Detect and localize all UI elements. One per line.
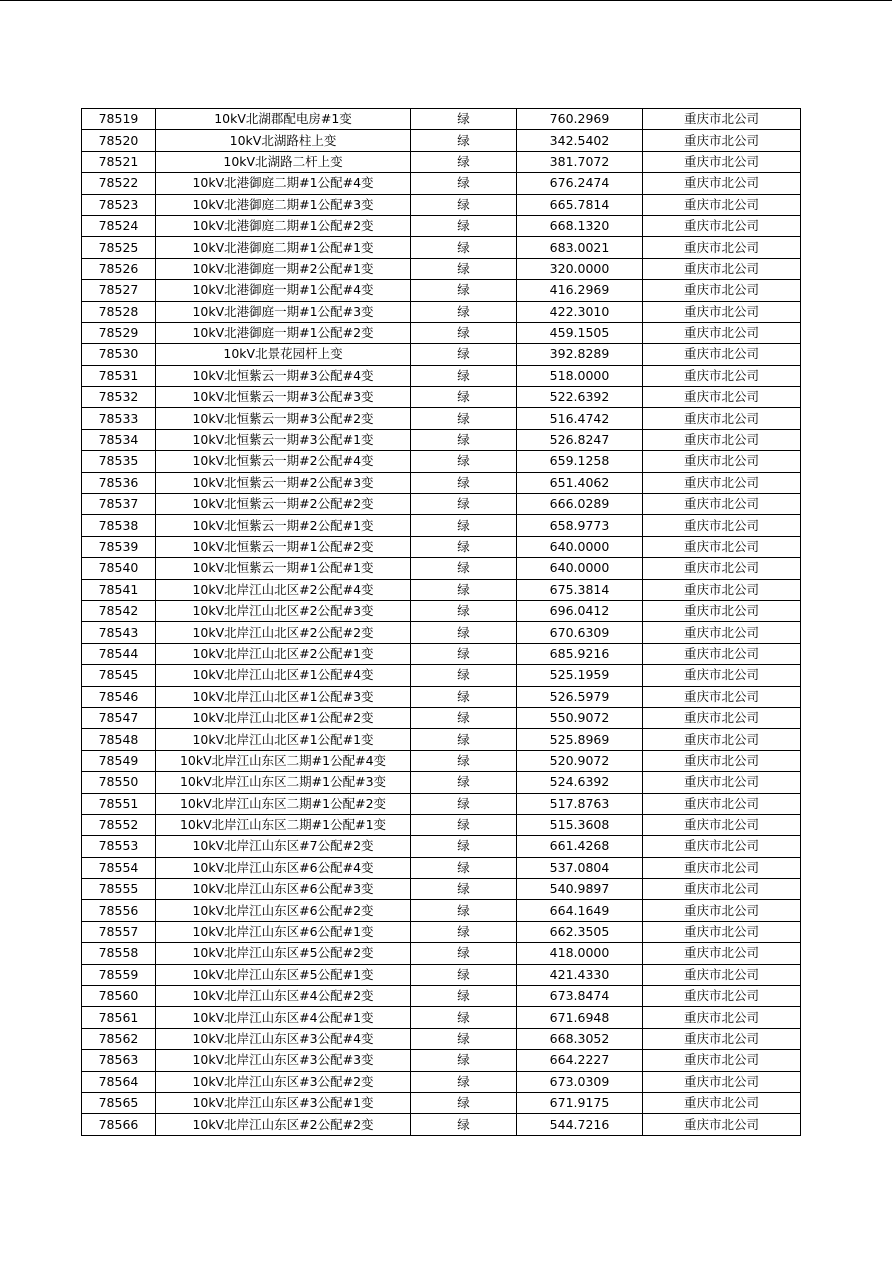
value-cell: 685.9216	[517, 643, 643, 664]
transformer-name-cell: 10kV北湖路柱上变	[156, 130, 411, 151]
table-row	[82, 173, 801, 194]
row-id-cell: 78544	[82, 643, 156, 664]
company-cell: 重庆市北公司	[643, 793, 801, 814]
value-cell: 673.8474	[517, 986, 643, 1007]
table-body	[82, 109, 801, 1136]
transformer-name-cell: 10kV北岸江山东区二期#1公配#1变	[156, 814, 411, 835]
table-row	[82, 579, 801, 600]
status-cell: 绿	[411, 665, 517, 686]
company-cell: 重庆市北公司	[643, 964, 801, 985]
status-cell: 绿	[411, 707, 517, 728]
value-cell: 664.1649	[517, 900, 643, 921]
company-cell: 重庆市北公司	[643, 665, 801, 686]
transformer-name-cell: 10kV北岸江山东区#2公配#2变	[156, 1114, 411, 1135]
row-id-cell: 78540	[82, 558, 156, 579]
transformer-name-cell: 10kV北岸江山东区#6公配#2变	[156, 900, 411, 921]
value-cell: 665.7814	[517, 194, 643, 215]
table-row	[82, 1007, 801, 1028]
table-row	[82, 558, 801, 579]
status-cell: 绿	[411, 429, 517, 450]
row-id-cell: 78529	[82, 322, 156, 343]
table-row	[82, 451, 801, 472]
status-cell: 绿	[411, 109, 517, 130]
company-cell: 重庆市北公司	[643, 173, 801, 194]
company-cell: 重庆市北公司	[643, 814, 801, 835]
status-cell: 绿	[411, 772, 517, 793]
status-cell: 绿	[411, 1114, 517, 1135]
row-id-cell: 78566	[82, 1114, 156, 1135]
status-cell: 绿	[411, 921, 517, 942]
status-cell: 绿	[411, 1050, 517, 1071]
company-cell: 重庆市北公司	[643, 921, 801, 942]
company-cell: 重庆市北公司	[643, 857, 801, 878]
status-cell: 绿	[411, 280, 517, 301]
row-id-cell: 78524	[82, 215, 156, 236]
status-cell: 绿	[411, 387, 517, 408]
company-cell: 重庆市北公司	[643, 643, 801, 664]
table-row	[82, 1071, 801, 1092]
value-cell: 540.9897	[517, 879, 643, 900]
value-cell: 537.0804	[517, 857, 643, 878]
table-row	[82, 515, 801, 536]
table-row	[82, 836, 801, 857]
company-cell: 重庆市北公司	[643, 622, 801, 643]
transformer-name-cell: 10kV北岸江山东区#5公配#1变	[156, 964, 411, 985]
row-id-cell: 78549	[82, 750, 156, 771]
status-cell: 绿	[411, 964, 517, 985]
status-cell: 绿	[411, 322, 517, 343]
transformer-name-cell: 10kV北岸江山东区#3公配#1变	[156, 1092, 411, 1113]
status-cell: 绿	[411, 986, 517, 1007]
value-cell: 671.9175	[517, 1092, 643, 1113]
status-cell: 绿	[411, 579, 517, 600]
company-cell: 重庆市北公司	[643, 536, 801, 557]
value-cell: 671.6948	[517, 1007, 643, 1028]
status-cell: 绿	[411, 857, 517, 878]
row-id-cell: 78521	[82, 151, 156, 172]
table-row	[82, 344, 801, 365]
status-cell: 绿	[411, 494, 517, 515]
row-id-cell: 78527	[82, 280, 156, 301]
status-cell: 绿	[411, 836, 517, 857]
row-id-cell: 78558	[82, 943, 156, 964]
transformer-name-cell: 10kV北岸江山东区#6公配#1变	[156, 921, 411, 942]
table-row	[82, 964, 801, 985]
value-cell: 526.8247	[517, 429, 643, 450]
row-id-cell: 78557	[82, 921, 156, 942]
table-row	[82, 215, 801, 236]
company-cell: 重庆市北公司	[643, 943, 801, 964]
transformer-name-cell: 10kV北岸江山北区#2公配#4变	[156, 579, 411, 600]
status-cell: 绿	[411, 558, 517, 579]
transformer-name-cell: 10kV北岸江山东区#3公配#4变	[156, 1028, 411, 1049]
table-row	[82, 151, 801, 172]
company-cell: 重庆市北公司	[643, 151, 801, 172]
status-cell: 绿	[411, 1007, 517, 1028]
table-row	[82, 1114, 801, 1135]
company-cell: 重庆市北公司	[643, 558, 801, 579]
row-id-cell: 78522	[82, 173, 156, 194]
table-row	[82, 729, 801, 750]
company-cell: 重庆市北公司	[643, 750, 801, 771]
status-cell: 绿	[411, 472, 517, 493]
company-cell: 重庆市北公司	[643, 344, 801, 365]
row-id-cell: 78560	[82, 986, 156, 1007]
value-cell: 670.6309	[517, 622, 643, 643]
transformer-name-cell: 10kV北岸江山北区#2公配#3变	[156, 600, 411, 621]
table-row	[82, 387, 801, 408]
company-cell: 重庆市北公司	[643, 237, 801, 258]
table-row	[82, 322, 801, 343]
row-id-cell: 78555	[82, 879, 156, 900]
company-cell: 重庆市北公司	[643, 387, 801, 408]
row-id-cell: 78534	[82, 429, 156, 450]
value-cell: 683.0021	[517, 237, 643, 258]
transformer-name-cell: 10kV北恒紫云一期#1公配#2变	[156, 536, 411, 557]
row-id-cell: 78526	[82, 258, 156, 279]
transformer-name-cell: 10kV北岸江山东区#5公配#2变	[156, 943, 411, 964]
value-cell: 673.0309	[517, 1071, 643, 1092]
status-cell: 绿	[411, 451, 517, 472]
value-cell: 459.1505	[517, 322, 643, 343]
value-cell: 544.7216	[517, 1114, 643, 1135]
value-cell: 668.1320	[517, 215, 643, 236]
company-cell: 重庆市北公司	[643, 130, 801, 151]
row-id-cell: 78565	[82, 1092, 156, 1113]
status-cell: 绿	[411, 301, 517, 322]
status-cell: 绿	[411, 215, 517, 236]
row-id-cell: 78530	[82, 344, 156, 365]
company-cell: 重庆市北公司	[643, 729, 801, 750]
row-id-cell: 78536	[82, 472, 156, 493]
value-cell: 668.3052	[517, 1028, 643, 1049]
table-row	[82, 943, 801, 964]
transformer-name-cell: 10kV北港御庭二期#1公配#4变	[156, 173, 411, 194]
company-cell: 重庆市北公司	[643, 1114, 801, 1135]
value-cell: 517.8763	[517, 793, 643, 814]
company-cell: 重庆市北公司	[643, 707, 801, 728]
table-row	[82, 494, 801, 515]
transformer-name-cell: 10kV北岸江山东区#6公配#3变	[156, 879, 411, 900]
value-cell: 515.3608	[517, 814, 643, 835]
value-cell: 662.3505	[517, 921, 643, 942]
transformer-table	[81, 108, 801, 1136]
row-id-cell: 78525	[82, 237, 156, 258]
table-row	[82, 408, 801, 429]
transformer-name-cell: 10kV北岸江山北区#1公配#4变	[156, 665, 411, 686]
row-id-cell: 78564	[82, 1071, 156, 1092]
status-cell: 绿	[411, 1092, 517, 1113]
company-cell: 重庆市北公司	[643, 322, 801, 343]
transformer-name-cell: 10kV北恒紫云一期#2公配#3变	[156, 472, 411, 493]
transformer-name-cell: 10kV北恒紫云一期#3公配#4变	[156, 365, 411, 386]
company-cell: 重庆市北公司	[643, 494, 801, 515]
transformer-name-cell: 10kV北港御庭二期#1公配#3变	[156, 194, 411, 215]
row-id-cell: 78531	[82, 365, 156, 386]
company-cell: 重庆市北公司	[643, 579, 801, 600]
transformer-name-cell: 10kV北恒紫云一期#2公配#4变	[156, 451, 411, 472]
transformer-name-cell: 10kV北岸江山北区#1公配#2变	[156, 707, 411, 728]
status-cell: 绿	[411, 1071, 517, 1092]
status-cell: 绿	[411, 536, 517, 557]
company-cell: 重庆市北公司	[643, 515, 801, 536]
table-row	[82, 600, 801, 621]
table-row	[82, 472, 801, 493]
table-row	[82, 879, 801, 900]
row-id-cell: 78559	[82, 964, 156, 985]
status-cell: 绿	[411, 943, 517, 964]
row-id-cell: 78562	[82, 1028, 156, 1049]
transformer-name-cell: 10kV北岸江山东区二期#1公配#3变	[156, 772, 411, 793]
value-cell: 520.9072	[517, 750, 643, 771]
status-cell: 绿	[411, 515, 517, 536]
transformer-name-cell: 10kV北岸江山东区#3公配#2变	[156, 1071, 411, 1092]
company-cell: 重庆市北公司	[643, 1050, 801, 1071]
transformer-name-cell: 10kV北岸江山北区#1公配#1变	[156, 729, 411, 750]
status-cell: 绿	[411, 365, 517, 386]
status-cell: 绿	[411, 344, 517, 365]
table-row	[82, 130, 801, 151]
company-cell: 重庆市北公司	[643, 772, 801, 793]
table-row	[82, 857, 801, 878]
status-cell: 绿	[411, 130, 517, 151]
transformer-name-cell: 10kV北湖郡配电房#1变	[156, 109, 411, 130]
value-cell: 392.8289	[517, 344, 643, 365]
row-id-cell: 78542	[82, 600, 156, 621]
row-id-cell: 78548	[82, 729, 156, 750]
table-row	[82, 814, 801, 835]
value-cell: 342.5402	[517, 130, 643, 151]
status-cell: 绿	[411, 194, 517, 215]
transformer-name-cell: 10kV北恒紫云一期#2公配#2变	[156, 494, 411, 515]
transformer-name-cell: 10kV北岸江山东区#4公配#1变	[156, 1007, 411, 1028]
row-id-cell: 78537	[82, 494, 156, 515]
transformer-name-cell: 10kV北岸江山东区#7公配#2变	[156, 836, 411, 857]
table-row	[82, 109, 801, 130]
value-cell: 666.0289	[517, 494, 643, 515]
table-row	[82, 707, 801, 728]
table-row	[82, 1092, 801, 1113]
table-row	[82, 900, 801, 921]
row-id-cell: 78561	[82, 1007, 156, 1028]
value-cell: 640.0000	[517, 536, 643, 557]
value-cell: 640.0000	[517, 558, 643, 579]
table-row	[82, 536, 801, 557]
company-cell: 重庆市北公司	[643, 686, 801, 707]
transformer-name-cell: 10kV北岸江山北区#2公配#1变	[156, 643, 411, 664]
table-row	[82, 237, 801, 258]
table-row	[82, 986, 801, 1007]
company-cell: 重庆市北公司	[643, 280, 801, 301]
row-id-cell: 78520	[82, 130, 156, 151]
row-id-cell: 78556	[82, 900, 156, 921]
table-row	[82, 772, 801, 793]
transformer-name-cell: 10kV北岸江山东区二期#1公配#2变	[156, 793, 411, 814]
value-cell: 526.5979	[517, 686, 643, 707]
transformer-name-cell: 10kV北湖路二杆上变	[156, 151, 411, 172]
company-cell: 重庆市北公司	[643, 836, 801, 857]
company-cell: 重庆市北公司	[643, 451, 801, 472]
table-row	[82, 686, 801, 707]
status-cell: 绿	[411, 750, 517, 771]
value-cell: 518.0000	[517, 365, 643, 386]
row-id-cell: 78546	[82, 686, 156, 707]
table-row	[82, 280, 801, 301]
transformer-name-cell: 10kV北港御庭一期#1公配#2变	[156, 322, 411, 343]
value-cell: 651.4062	[517, 472, 643, 493]
value-cell: 421.4330	[517, 964, 643, 985]
status-cell: 绿	[411, 793, 517, 814]
row-id-cell: 78554	[82, 857, 156, 878]
table-row	[82, 622, 801, 643]
company-cell: 重庆市北公司	[643, 1071, 801, 1092]
table-row	[82, 750, 801, 771]
transformer-name-cell: 10kV北恒紫云一期#3公配#2变	[156, 408, 411, 429]
table-row	[82, 665, 801, 686]
company-cell: 重庆市北公司	[643, 472, 801, 493]
row-id-cell: 78552	[82, 814, 156, 835]
company-cell: 重庆市北公司	[643, 1028, 801, 1049]
company-cell: 重庆市北公司	[643, 258, 801, 279]
value-cell: 516.4742	[517, 408, 643, 429]
transformer-name-cell: 10kV北恒紫云一期#3公配#3变	[156, 387, 411, 408]
row-id-cell: 78550	[82, 772, 156, 793]
row-id-cell: 78532	[82, 387, 156, 408]
table-row	[82, 258, 801, 279]
status-cell: 绿	[411, 1028, 517, 1049]
transformer-name-cell: 10kV北岸江山东区#3公配#3变	[156, 1050, 411, 1071]
row-id-cell: 78545	[82, 665, 156, 686]
company-cell: 重庆市北公司	[643, 408, 801, 429]
status-cell: 绿	[411, 237, 517, 258]
company-cell: 重庆市北公司	[643, 109, 801, 130]
transformer-name-cell: 10kV北恒紫云一期#3公配#1变	[156, 429, 411, 450]
value-cell: 416.2969	[517, 280, 643, 301]
company-cell: 重庆市北公司	[643, 301, 801, 322]
table-row	[82, 1050, 801, 1071]
value-cell: 659.1258	[517, 451, 643, 472]
row-id-cell: 78563	[82, 1050, 156, 1071]
company-cell: 重庆市北公司	[643, 900, 801, 921]
transformer-name-cell: 10kV北港御庭一期#1公配#3变	[156, 301, 411, 322]
value-cell: 522.6392	[517, 387, 643, 408]
company-cell: 重庆市北公司	[643, 1007, 801, 1028]
row-id-cell: 78553	[82, 836, 156, 857]
value-cell: 550.9072	[517, 707, 643, 728]
table-row	[82, 921, 801, 942]
status-cell: 绿	[411, 258, 517, 279]
value-cell: 525.8969	[517, 729, 643, 750]
row-id-cell: 78533	[82, 408, 156, 429]
table-row	[82, 194, 801, 215]
status-cell: 绿	[411, 900, 517, 921]
status-cell: 绿	[411, 622, 517, 643]
row-id-cell: 78543	[82, 622, 156, 643]
row-id-cell: 78547	[82, 707, 156, 728]
status-cell: 绿	[411, 173, 517, 194]
transformer-name-cell: 10kV北港御庭二期#1公配#2变	[156, 215, 411, 236]
transformer-name-cell: 10kV北岸江山东区#4公配#2变	[156, 986, 411, 1007]
value-cell: 696.0412	[517, 600, 643, 621]
value-cell: 381.7072	[517, 151, 643, 172]
transformer-name-cell: 10kV北岸江山北区#2公配#2变	[156, 622, 411, 643]
transformer-name-cell: 10kV北岸江山东区#6公配#4变	[156, 857, 411, 878]
company-cell: 重庆市北公司	[643, 986, 801, 1007]
status-cell: 绿	[411, 151, 517, 172]
transformer-name-cell: 10kV北恒紫云一期#1公配#1变	[156, 558, 411, 579]
status-cell: 绿	[411, 729, 517, 750]
transformer-name-cell: 10kV北恒紫云一期#2公配#1变	[156, 515, 411, 536]
row-id-cell: 78539	[82, 536, 156, 557]
status-cell: 绿	[411, 686, 517, 707]
transformer-name-cell: 10kV北港御庭一期#1公配#4变	[156, 280, 411, 301]
value-cell: 525.1959	[517, 665, 643, 686]
company-cell: 重庆市北公司	[643, 365, 801, 386]
value-cell: 658.9773	[517, 515, 643, 536]
row-id-cell: 78519	[82, 109, 156, 130]
status-cell: 绿	[411, 879, 517, 900]
company-cell: 重庆市北公司	[643, 1092, 801, 1113]
transformer-name-cell: 10kV北港御庭一期#2公配#1变	[156, 258, 411, 279]
row-id-cell: 78528	[82, 301, 156, 322]
transformer-name-cell: 10kV北港御庭二期#1公配#1变	[156, 237, 411, 258]
company-cell: 重庆市北公司	[643, 600, 801, 621]
company-cell: 重庆市北公司	[643, 215, 801, 236]
status-cell: 绿	[411, 643, 517, 664]
row-id-cell: 78535	[82, 451, 156, 472]
value-cell: 320.0000	[517, 258, 643, 279]
value-cell: 661.4268	[517, 836, 643, 857]
page-top-border	[0, 0, 892, 1]
company-cell: 重庆市北公司	[643, 194, 801, 215]
value-cell: 675.3814	[517, 579, 643, 600]
table-row	[82, 643, 801, 664]
company-cell: 重庆市北公司	[643, 879, 801, 900]
value-cell: 664.2227	[517, 1050, 643, 1071]
company-cell: 重庆市北公司	[643, 429, 801, 450]
row-id-cell: 78551	[82, 793, 156, 814]
value-cell: 760.2969	[517, 109, 643, 130]
value-cell: 676.2474	[517, 173, 643, 194]
table-row	[82, 1028, 801, 1049]
row-id-cell: 78523	[82, 194, 156, 215]
status-cell: 绿	[411, 408, 517, 429]
status-cell: 绿	[411, 814, 517, 835]
status-cell: 绿	[411, 600, 517, 621]
value-cell: 418.0000	[517, 943, 643, 964]
table-row	[82, 365, 801, 386]
table-row	[82, 793, 801, 814]
row-id-cell: 78538	[82, 515, 156, 536]
transformer-name-cell: 10kV北岸江山东区二期#1公配#4变	[156, 750, 411, 771]
value-cell: 524.6392	[517, 772, 643, 793]
transformer-name-cell: 10kV北岸江山北区#1公配#3变	[156, 686, 411, 707]
table-row	[82, 301, 801, 322]
table-row	[82, 429, 801, 450]
row-id-cell: 78541	[82, 579, 156, 600]
transformer-name-cell: 10kV北景花园杆上变	[156, 344, 411, 365]
value-cell: 422.3010	[517, 301, 643, 322]
